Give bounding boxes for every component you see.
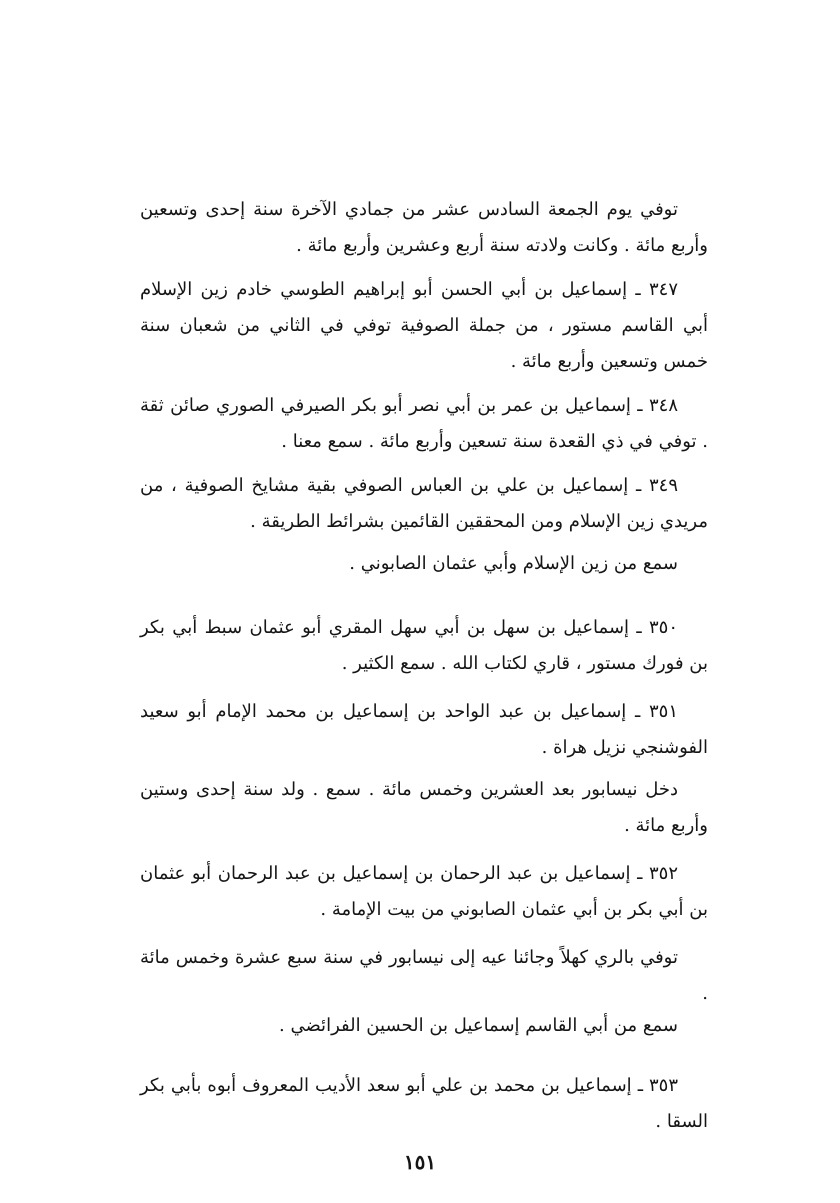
entry-349: ٣٤٩ ـ إسماعيل بن علي بن العباس الصوفي بقية مشايخ الصوفية ، من مريدي زين الإسلام ومن المحققين القائمين بشرائط الطريقة . bbox=[140, 475, 708, 532]
paragraph-heard-from: سمع من زين الإسلام وأبي عثمان الصابوني . bbox=[349, 553, 678, 574]
paragraph-heard-from-faraidi: سمع من أبي القاسم إسماعيل بن الحسين الفرائضي . bbox=[279, 1015, 678, 1036]
entry-348: ٣٤٨ ـ إسماعيل بن عمر بن أبي نصر أبو بكر الصيرفي الصوري صائن ثقة . توفي في ذي القعدة سنة تسعين وأربع مائة . سمع معنا . bbox=[140, 395, 708, 452]
entry-347: ٣٤٧ ـ إسماعيل بن أبي الحسن أبو إبراهيم الطوسي خادم زين الإسلام أبي القاسم مستور ، من جملة الصوفية توفي في الثاني من شعبان سنة خمس وتسعين وأربع مائة . bbox=[140, 279, 708, 372]
entry-353: ٣٥٣ ـ إسماعيل بن محمد بن علي أبو سعد الأديب المعروف أبوه بأبي بكر السقا . bbox=[140, 1075, 708, 1132]
entry-351: ٣٥١ ـ إسماعيل بن عبد الواحد بن إسماعيل بن محمد الإمام أبو سعيد الفوشنجي نزيل هراة . bbox=[140, 701, 708, 758]
page-number: ١٥١ bbox=[403, 1150, 437, 1174]
paragraph-death-date: توفي يوم الجمعة السادس عشر من جمادي الآخرة سنة إحدى وتسعين وأربع مائة . وكانت ولادته سنة أربع وعشرين وأربع مائة . bbox=[140, 199, 708, 256]
entry-350: ٣٥٠ ـ إسماعيل بن سهل بن أبي سهل المقري أبو عثمان سبط أبي بكر بن فورك مستور ، قاري لكتاب الله . سمع الكثير . bbox=[140, 617, 708, 674]
entry-352: ٣٥٢ ـ إسماعيل بن عبد الرحمان بن إسماعيل بن عبد الرحمان أبو عثمان بن أبي بكر بن أبي عثمان الصابوني من بيت الإمامة . bbox=[140, 863, 708, 920]
paragraph-died-in-rayy: توفي بالري كهلاً وجائنا عيه إلى نيسابور في سنة سبع عشرة وخمس مائة . bbox=[140, 947, 708, 1004]
paragraph-entered-nishapur: دخل نيسابور بعد العشرين وخمس مائة . سمع . ولد سنة إحدى وستين وأربع مائة . bbox=[140, 779, 708, 836]
